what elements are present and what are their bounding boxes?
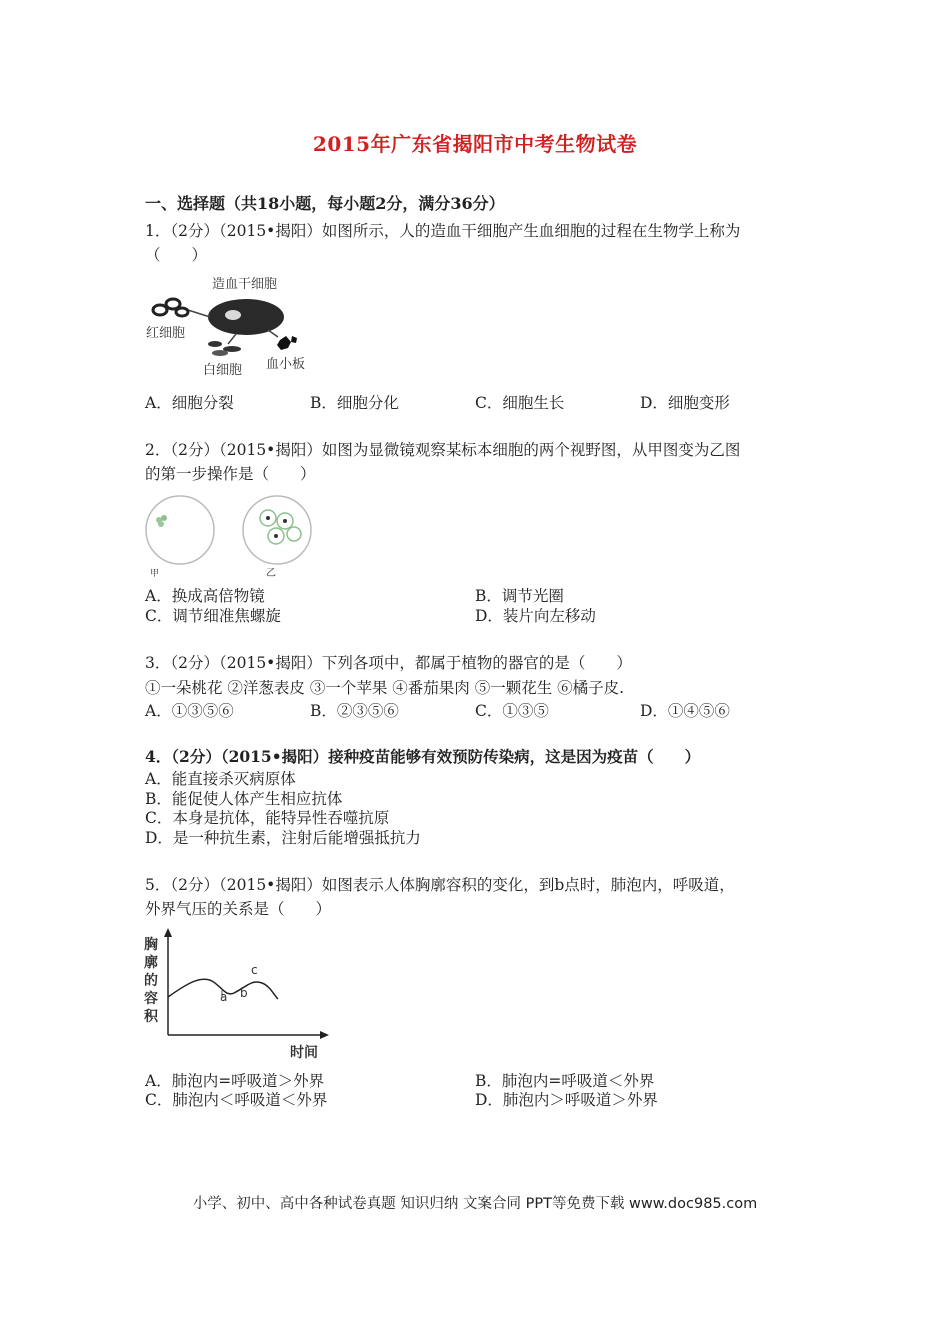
microscope-view-figure [140, 490, 320, 580]
question-3-text: 3．（2分）（2015•揭阳）下列各项中，都属于植物的器官的是（ ） [145, 654, 632, 672]
question-5-option-c: C．肺泡内＜呼吸道＜外界 [145, 1091, 328, 1109]
svg-text:血小板: 血小板 [266, 357, 306, 372]
svg-text:a: a [220, 990, 228, 1004]
thorax-volume-figure [140, 925, 340, 1063]
question-2-text-cont: 的第一步操作是（ ） [145, 465, 316, 483]
question-5-option-a: A．肺泡内=呼吸道＞外界 [145, 1072, 325, 1090]
question-4-option-a: A．能直接杀灭病原体 [145, 770, 296, 788]
svg-text:b: b [240, 986, 248, 1000]
svg-text:容: 容 [144, 991, 158, 1007]
question-4-option-d: D．是一种抗生素，注射后能增强抵抗力 [145, 829, 421, 847]
view-jia-circle [146, 496, 214, 564]
question-1-option-b: B．细胞分化 [310, 394, 399, 412]
svg-text:c: c [251, 963, 258, 977]
svg-text:廓: 廓 [144, 955, 158, 971]
question-3-option-c: C．①③⑤ [475, 702, 549, 720]
question-3-option-a: A．①③⑤⑥ [145, 702, 234, 720]
svg-text:的: 的 [144, 973, 158, 989]
question-2-option-d: D．装片向左移动 [475, 607, 596, 625]
svg-text:甲: 甲 [150, 569, 160, 579]
question-4-option-b: B．能促使人体产生相应抗体 [145, 790, 343, 808]
page-footer: 小学、初中、高中各种试卷真题 知识归纳 文案合同 PPT等免费下载 www.doc985.com [192, 1196, 758, 1212]
question-1-option-d: D．细胞变形 [640, 394, 730, 412]
stem-cell-shape [208, 299, 284, 335]
question-2-option-b: B．调节光圈 [475, 587, 564, 605]
svg-text:积: 积 [144, 1009, 158, 1025]
svg-text:红细胞: 红细胞 [146, 326, 186, 341]
question-3-option-d: D．①④⑤⑥ [640, 702, 730, 720]
svg-text:白细胞: 白细胞 [203, 363, 243, 378]
question-1-blank: （ ） [145, 246, 208, 264]
svg-text:乙: 乙 [266, 568, 276, 579]
question-5-text-cont: 外界气压的关系是（ ） [145, 900, 332, 918]
question-2-text: 2．（2分）（2015•揭阳）如图为显微镜观察某标本细胞的两个视野图，从甲图变为乙图 [145, 441, 741, 459]
question-3-option-b: B．②③⑤⑥ [310, 702, 399, 720]
question-4-option-c: C．本身是抗体，能特异性吞噬抗原 [145, 809, 390, 827]
question-5-option-b: B．肺泡内=呼吸道＜外界 [475, 1072, 655, 1090]
question-5-option-d: D．肺泡内＞呼吸道＞外界 [475, 1091, 658, 1109]
question-1-option-a: A．细胞分裂 [145, 394, 234, 412]
svg-text:造血干细胞: 造血干细胞 [212, 277, 278, 292]
question-1-text: 1．（2分）（2015•揭阳）如图所示，人的造血干细胞产生血细胞的过程在生物学上称为 [145, 222, 741, 240]
section-header: 一、选择题（共18小题，每小题2分，满分36分） [145, 194, 505, 213]
question-2-option-a: A．换成高倍物镜 [145, 587, 265, 605]
question-4-text: 4．（2分）（2015•揭阳）接种疫苗能够有效预防传染病，这是因为疫苗（ ） [145, 747, 701, 766]
question-3-items: ①一朵桃花 ②洋葱表皮 ③一个苹果 ④番茄果肉 ⑤一颗花生 ⑥橘子皮. [145, 679, 625, 697]
svg-text:胸: 胸 [144, 937, 158, 953]
page-title: 2015年广东省揭阳市中考生物试卷 [312, 132, 638, 156]
view-yi-circle [243, 496, 311, 564]
blood-cell-figure [140, 270, 330, 382]
question-1-option-c: C．细胞生长 [475, 394, 565, 412]
question-2-option-c: C．调节细准焦螺旋 [145, 607, 281, 625]
svg-text:时间: 时间 [290, 1045, 318, 1061]
question-5-text: 5．（2分）（2015•揭阳）如图表示人体胸廓容积的变化，到b点时，肺泡内，呼吸道， [145, 876, 735, 894]
